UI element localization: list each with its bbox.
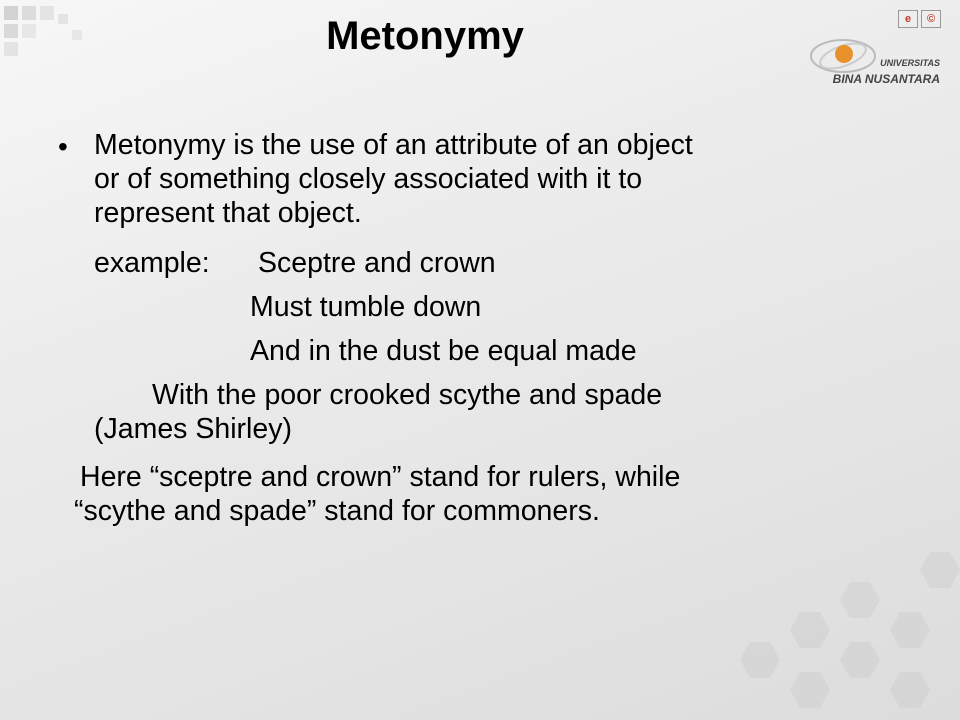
decor-hexagon xyxy=(890,610,930,650)
slide-title: Metonymy xyxy=(326,14,524,58)
logo-line2: BINA NUSANTARA xyxy=(832,72,940,86)
definition-line: Metonymy is the use of an attribute of an object xyxy=(94,129,693,161)
explanation-line: “scythe and spade” stand for commoners. xyxy=(74,495,600,527)
decor-hexagon xyxy=(840,640,880,680)
poem-line: Sceptre and crown xyxy=(258,247,496,279)
definition-line: or of something closely associated with it to xyxy=(94,163,643,195)
decor-hexagon xyxy=(840,580,880,620)
decor-hexagon xyxy=(740,640,780,680)
explanation-line: Here “sceptre and crown” stand for rulers, while xyxy=(80,461,681,493)
decor-hexagon xyxy=(790,610,830,650)
bullet-marker: • xyxy=(58,131,68,162)
definition-line: represent that object. xyxy=(94,197,362,229)
example-label: example: xyxy=(94,247,210,279)
poem-line: And in the dust be equal made xyxy=(250,335,637,367)
logo-icons xyxy=(898,10,941,28)
decor-hexagon xyxy=(920,550,960,590)
ecampus-icon: e xyxy=(898,10,918,28)
logo-line1: UNIVERSITAS xyxy=(880,58,940,68)
poem-line: Must tumble down xyxy=(250,291,482,323)
attribution: (James Shirley) xyxy=(94,413,292,445)
university-logo xyxy=(800,8,950,98)
decor-hexagon xyxy=(890,670,930,710)
decor-hexagon xyxy=(790,670,830,710)
poem-line: With the poor crooked scythe and spade xyxy=(152,379,663,411)
copyright-icon: © xyxy=(921,10,941,28)
